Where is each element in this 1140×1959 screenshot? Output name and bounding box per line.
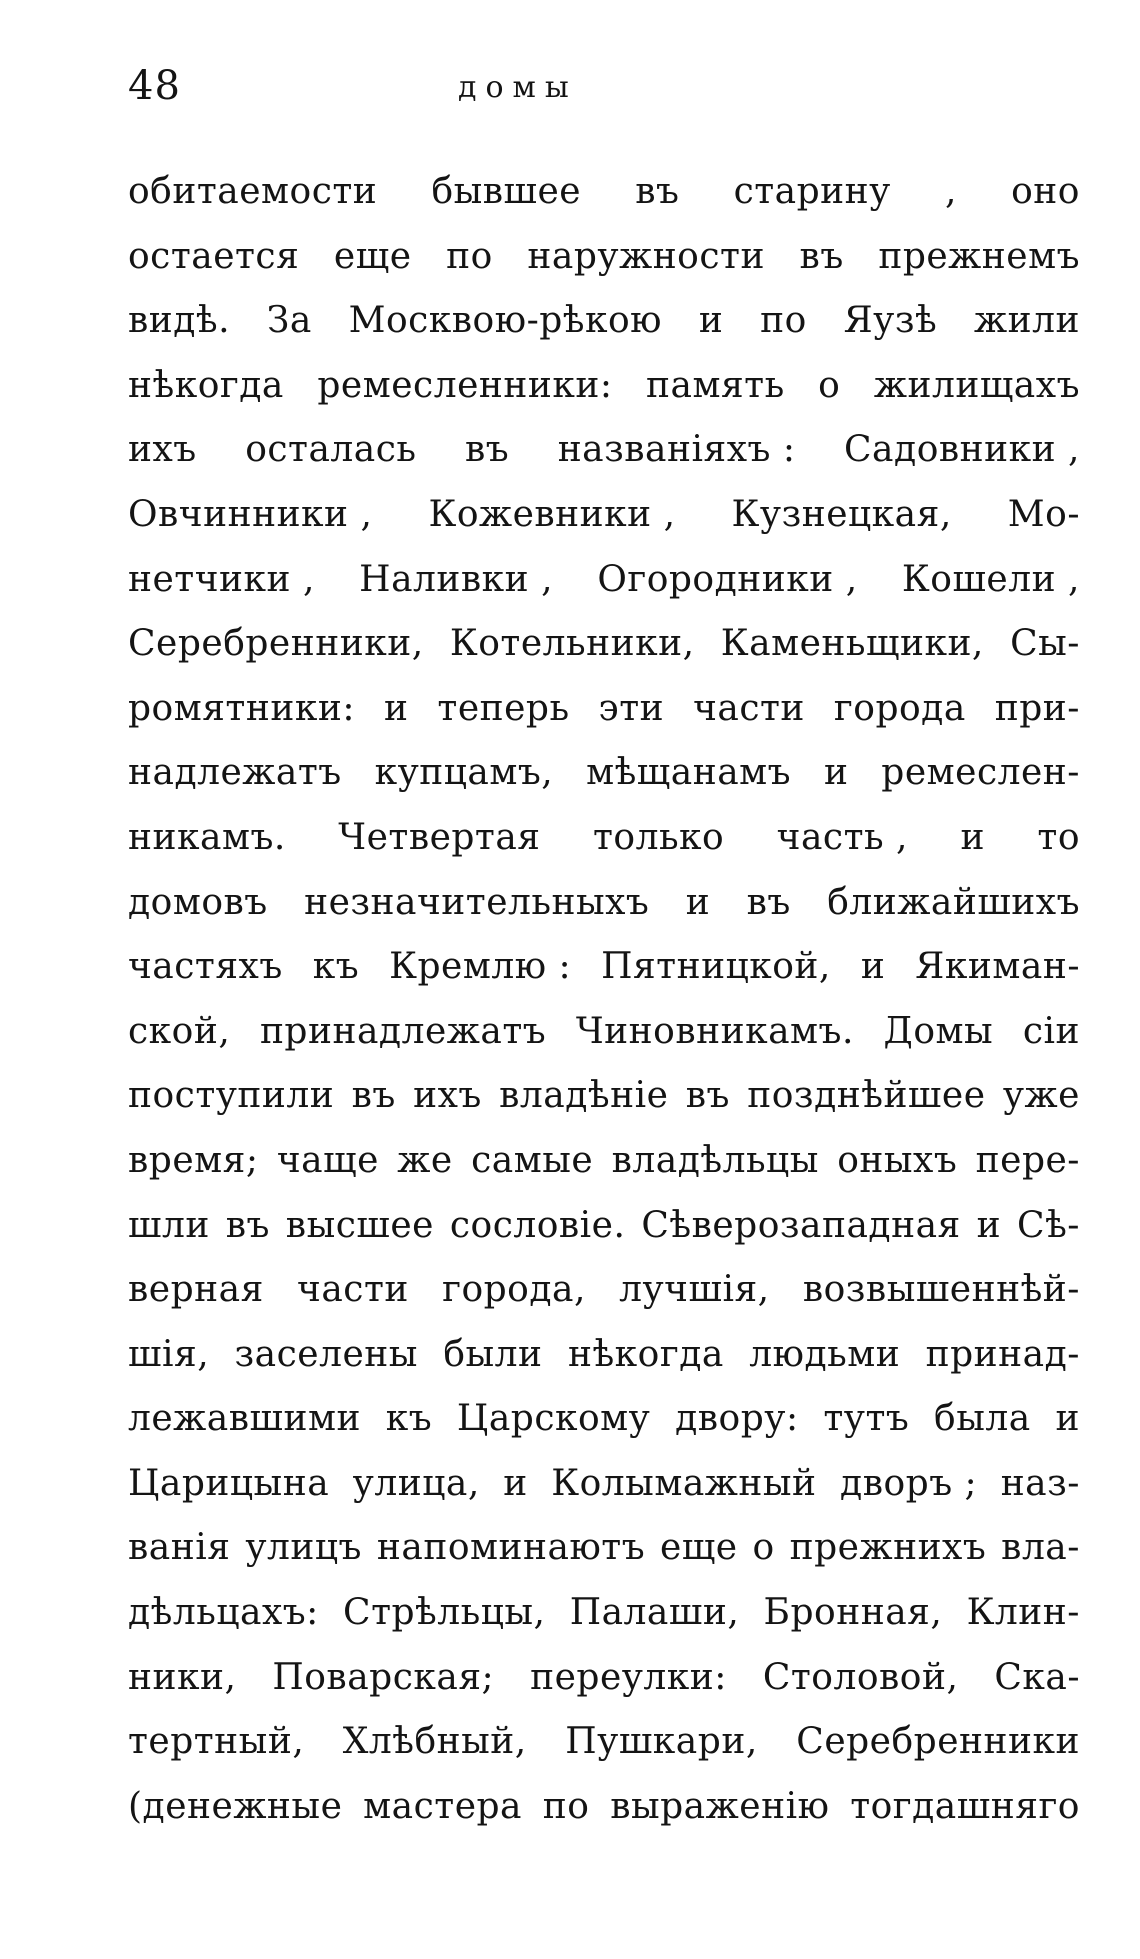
word: и [685, 881, 711, 923]
word: то [1037, 816, 1080, 858]
word: вла- [1001, 1527, 1080, 1569]
word: была [934, 1398, 1031, 1440]
word: въ [635, 171, 680, 212]
word: ремесленники: [317, 364, 613, 406]
word: , [945, 171, 957, 212]
word: названіяхъ : [557, 429, 796, 471]
word: ской, [128, 1010, 231, 1052]
text-line [128, 1710, 1080, 1775]
word: по [446, 235, 493, 277]
word: о [818, 364, 841, 406]
word: самые [471, 1139, 594, 1181]
word: нѣкогда [128, 364, 284, 406]
word: дворъ ; [840, 1462, 978, 1504]
text-line [128, 225, 1080, 290]
text-line [128, 1581, 1080, 1646]
word: Овчинники , [128, 493, 373, 535]
text-line [128, 548, 1080, 613]
word: эти [598, 687, 665, 729]
word: позднѣйшее [747, 1075, 986, 1117]
word: Кошели , [901, 558, 1080, 600]
word: Серебренники [796, 1721, 1080, 1763]
word: въ [465, 429, 510, 471]
word: мастера [363, 1785, 523, 1827]
word: ближайшихъ [827, 881, 1080, 923]
word: о [752, 1527, 775, 1569]
word: и [698, 300, 724, 342]
word: города [833, 687, 966, 729]
word: теперь [437, 687, 570, 729]
word: домовъ [128, 881, 268, 923]
word: въ [685, 1075, 730, 1117]
word: владѣніе [499, 1075, 669, 1117]
word: Царицына [128, 1462, 330, 1504]
word: верная [128, 1269, 264, 1311]
word: старину [733, 171, 891, 212]
word: и [503, 1462, 528, 1504]
word: шія, [128, 1333, 210, 1375]
word: и [383, 687, 409, 729]
word: Палаши, [569, 1592, 740, 1634]
word: еще [333, 235, 412, 277]
word: къ [312, 946, 360, 988]
word: части [693, 687, 805, 729]
text-line [128, 1000, 1080, 1065]
word: пере- [975, 1139, 1080, 1181]
text-line [128, 1516, 1080, 1581]
word: остается [128, 235, 300, 277]
word: видѣ. [128, 300, 231, 342]
page-number: 48 [128, 63, 181, 109]
word: тутъ [823, 1398, 910, 1440]
word: ихъ [128, 429, 197, 471]
word: Сѣ- [1017, 1204, 1080, 1246]
word: Наливки , [359, 558, 554, 600]
word: Сѣверозападная [641, 1204, 961, 1246]
word: людьми [749, 1333, 901, 1375]
word: улицъ [245, 1527, 362, 1569]
text-line [128, 418, 1080, 483]
word: Бронная, [763, 1592, 943, 1634]
text-line [128, 1387, 1080, 1452]
word: возвышеннѣй- [802, 1269, 1080, 1311]
word: принад- [925, 1333, 1080, 1375]
text-line [128, 1775, 1080, 1840]
word: незначительныхъ [304, 881, 650, 923]
running-head [128, 58, 1083, 118]
word: шли [128, 1204, 210, 1246]
word: ники, [128, 1656, 237, 1698]
word: Колымажный [551, 1462, 817, 1504]
word: Каменьщики, [720, 623, 984, 665]
word: купцамъ, [374, 752, 554, 794]
word: поступили [128, 1075, 335, 1117]
body-text [128, 160, 1080, 1839]
word: нѣкогда [567, 1333, 724, 1375]
word: и [860, 946, 886, 988]
word: ромятники: [128, 687, 355, 729]
word: Ска- [994, 1656, 1080, 1698]
word: владѣльцы [611, 1139, 819, 1181]
word: Пушкари, [565, 1721, 758, 1763]
word: За [266, 300, 312, 342]
word: осталась [245, 429, 417, 471]
word: прежнемъ [878, 235, 1080, 277]
word: Москвою-рѣкою [348, 300, 663, 342]
word: время; [128, 1139, 259, 1181]
text-line [128, 677, 1080, 742]
word: Стрѣльцы, [343, 1592, 546, 1634]
text-line [128, 806, 1080, 871]
word: ихъ [413, 1075, 482, 1117]
word: Мо- [1007, 493, 1080, 535]
word: переулки: [530, 1656, 727, 1698]
word: Столовой, [762, 1656, 959, 1698]
word: улица, [352, 1462, 480, 1504]
text-line [128, 871, 1080, 936]
word: надлежатъ [128, 752, 342, 794]
text-line [128, 1064, 1080, 1129]
word: и [823, 752, 849, 794]
word: наз- [1000, 1462, 1080, 1504]
text-line [128, 483, 1080, 548]
word: двору: [675, 1398, 799, 1440]
word: нетчики , [128, 558, 315, 600]
word: Поварская; [272, 1656, 495, 1698]
word: жили [973, 300, 1080, 342]
word: Хлѣбный, [342, 1721, 527, 1763]
word: Якиман- [915, 946, 1080, 988]
word: тертный, [128, 1721, 305, 1763]
word: въ [746, 881, 791, 923]
word: дѣльцахъ: [128, 1592, 319, 1634]
word: при- [994, 687, 1080, 729]
word: Царскому [456, 1398, 651, 1440]
text-line [128, 1323, 1080, 1388]
word: части [297, 1269, 409, 1311]
word: и [960, 816, 985, 858]
word: прежнихъ [789, 1527, 987, 1569]
text-line [128, 1452, 1080, 1517]
word: города, [442, 1269, 586, 1311]
word: Котельники, [449, 623, 695, 665]
word: въ [351, 1075, 396, 1117]
word: память [645, 364, 785, 406]
word: Пятницкой, [601, 946, 831, 988]
word: Клин- [966, 1592, 1080, 1634]
word: ремеслен- [881, 752, 1080, 794]
word: Кожевники , [428, 493, 676, 535]
word: оныхъ [837, 1139, 958, 1181]
word: лежавшими [128, 1398, 361, 1440]
word: Яузѣ [843, 300, 938, 342]
word: часть , [776, 816, 908, 858]
word: къ [385, 1398, 433, 1440]
word: Садовники , [844, 429, 1080, 471]
word: были [443, 1333, 543, 1375]
word: еще [660, 1527, 738, 1569]
text-line [128, 935, 1080, 1000]
text-line [128, 612, 1080, 677]
text-line [128, 1194, 1080, 1259]
word: уже [1002, 1075, 1080, 1117]
text-line [128, 1129, 1080, 1194]
word: Домы [883, 1010, 994, 1052]
word: лучшія, [619, 1269, 770, 1311]
word: по [760, 300, 807, 342]
word: мѣщанамъ [586, 752, 792, 794]
word: наружности [527, 235, 765, 277]
word: ванія [128, 1527, 231, 1569]
word: (денежные [128, 1785, 343, 1827]
text-line [128, 354, 1080, 419]
word: заселены [234, 1333, 418, 1375]
text-line [128, 289, 1080, 354]
word: напоминаютъ [376, 1527, 646, 1569]
word: бывшее [431, 171, 582, 212]
word: въ [799, 235, 844, 277]
word: Чиновникамъ. [575, 1010, 854, 1052]
word: сіи [1022, 1010, 1080, 1052]
word: обитаемости [128, 171, 378, 212]
word: никамъ. [128, 816, 286, 858]
word: сословіе. [449, 1204, 626, 1246]
word: только [592, 816, 725, 858]
word: Кузнецкая, [731, 493, 952, 535]
word: Сы- [1010, 623, 1080, 665]
word: по [542, 1785, 590, 1827]
running-title: домы [458, 70, 578, 105]
word: Четвертая [338, 816, 541, 858]
word: Серебренники, [128, 623, 424, 665]
word: жилищахъ [873, 364, 1080, 406]
word: и [1055, 1398, 1080, 1440]
word: принадлежатъ [259, 1010, 547, 1052]
word: чаще [276, 1139, 379, 1181]
word: оно [1011, 171, 1080, 212]
word: въ [225, 1204, 270, 1246]
text-line [128, 160, 1080, 225]
word: выраженію [610, 1785, 830, 1827]
text-line [128, 741, 1080, 806]
word: частяхъ [128, 946, 283, 988]
word: высшее [285, 1204, 434, 1246]
word: и [976, 1204, 1002, 1246]
word: Кремлю : [389, 946, 572, 988]
text-line [128, 1646, 1080, 1711]
text-line [128, 1258, 1080, 1323]
word: же [397, 1139, 453, 1181]
word: Огородники , [597, 558, 858, 600]
word: тогдашняго [850, 1785, 1080, 1827]
